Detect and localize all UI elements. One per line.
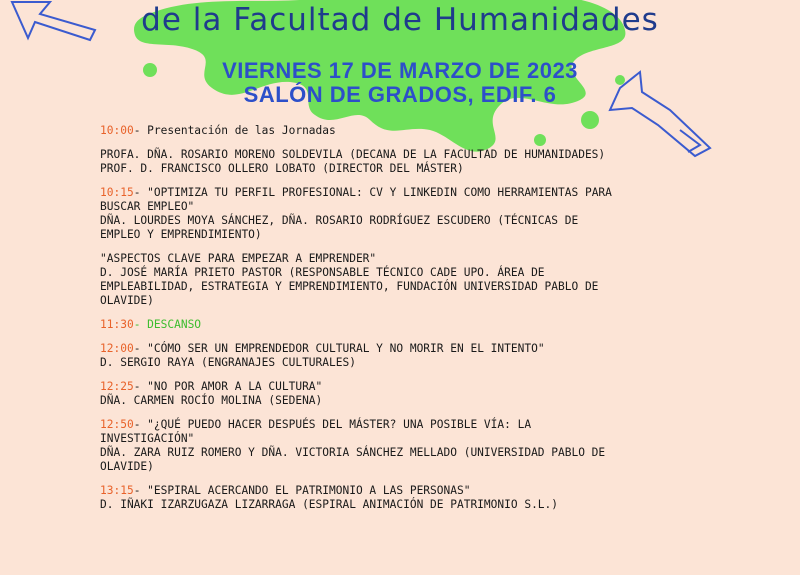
speaker-line: D. JOSÉ MARÍA PRIETO PASTOR (RESPONSABLE TÉCNICO CADE UPO. ÁREA DE EMPLEABILIDAD, ESTRATEGIA Y EMPRENDIMIENTO, FUNDACIÓN UNIVERSIDAD PABLO DE OLAVIDE) xyxy=(100,266,599,307)
speaker-line: PROFA. DÑA. ROSARIO MORENO SOLDEVILA (DECANA DE LA FACULTAD DE HUMANIDADES) xyxy=(100,148,606,161)
program-item-talk2 xyxy=(100,252,620,308)
program-item-opening-speakers xyxy=(100,148,620,176)
event-venue: SALÓN DE GRADOS, EDIF. 6 xyxy=(243,82,557,107)
program-time: 12:50 xyxy=(100,418,134,431)
speaker-line: D. IÑAKI IZARZUGAZA LIZARRAGA (ESPIRAL ANIMACIÓN DE PATRIMONIO S.L.) xyxy=(100,498,559,511)
program-item-break xyxy=(100,318,620,332)
program-time: 12:25 xyxy=(100,380,134,393)
program-item-talk5 xyxy=(100,418,620,474)
program-time: 10:15 xyxy=(100,186,134,199)
program-item-talk1 xyxy=(100,186,620,242)
break-label: - DESCANSO xyxy=(133,318,202,331)
program-item-talk3 xyxy=(100,342,620,370)
program-item-talk6 xyxy=(100,484,620,512)
event-date: VIERNES 17 DE MARZO DE 2023 xyxy=(222,58,578,83)
program-title: - "CÓMO SER UN EMPRENDEDOR CULTURAL Y NO MORIR EN EL INTENTO" xyxy=(133,342,545,355)
program-title: - "¿QUÉ PUEDO HACER DESPUÉS DEL MÁSTER? UNA POSIBLE VÍA: LA INVESTIGACIÓN" xyxy=(100,418,532,445)
program-title: - "OPTIMIZA TU PERFIL PROFESIONAL: CV Y LINKEDIN COMO HERRAMIENTAS PARA BUSCAR EMPLEO" xyxy=(100,186,612,213)
program-title: - "NO POR AMOR A LA CULTURA" xyxy=(133,380,323,393)
speaker-line: DÑA. CARMEN ROCÍO MOLINA (SEDENA) xyxy=(100,394,323,407)
speaker-line: PROF. D. FRANCISCO OLLERO LOBATO (DIRECTOR DEL MÁSTER) xyxy=(100,162,464,175)
program-time: 13:15 xyxy=(100,484,134,497)
program-item-talk4 xyxy=(100,380,620,408)
program-time: 10:00 xyxy=(100,124,134,137)
speaker-line: DÑA. LOURDES MOYA SÁNCHEZ, DÑA. ROSARIO RODRÍGUEZ ESCUDERO (TÉCNICAS DE EMPLEO Y EMPRENDIMIENTO) xyxy=(100,214,579,241)
program-title: - "ESPIRAL ACERCANDO EL PATRIMONIO A LAS PERSONAS" xyxy=(133,484,471,497)
program-time: 11:30 xyxy=(100,318,134,331)
program-time: 12:00 xyxy=(100,342,134,355)
speaker-line: D. SERGIO RAYA (ENGRANAJES CULTURALES) xyxy=(100,356,356,369)
program-title: "ASPECTOS CLAVE PARA EMPEZAR A EMPRENDER" xyxy=(100,252,377,265)
program-item-opening xyxy=(100,124,620,138)
speaker-line: DÑA. ZARA RUIZ ROMERO Y DÑA. VICTORIA SÁNCHEZ MELLADO (UNIVERSIDAD PABLO DE OLAVIDE) xyxy=(100,446,606,473)
program-list xyxy=(100,124,620,522)
program-title: - Presentación de las Jornadas xyxy=(133,124,336,137)
page-title: de la Facultad de Humanidades xyxy=(141,2,659,38)
